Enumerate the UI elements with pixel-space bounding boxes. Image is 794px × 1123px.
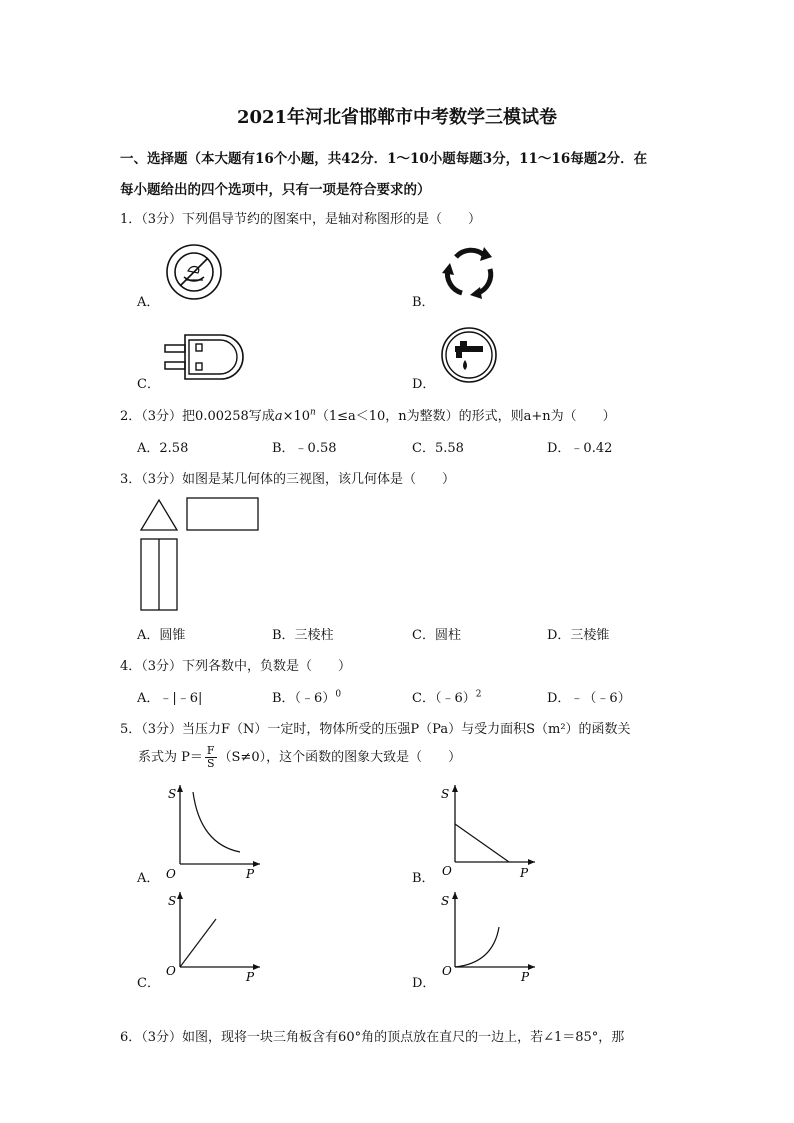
q2-option-b: B．﹣0.58: [272, 441, 337, 456]
q4-option-c-exp: 2: [475, 689, 482, 700]
q4-option-c-base: C．（﹣6）: [412, 691, 476, 706]
graph-b-decreasing-line: [437, 782, 547, 882]
q1-option-d: D．: [412, 377, 436, 392]
graph-b-x-label: P: [520, 866, 529, 880]
graph-b-origin: O: [442, 864, 452, 878]
q4-option-c: [412, 687, 481, 706]
three-views-figure: [138, 495, 263, 613]
top-view-triangle: [141, 500, 177, 530]
graph-d-origin: O: [442, 964, 452, 978]
q2-stem-mid: ×10: [282, 409, 311, 424]
q1-option-c: C．: [137, 377, 160, 392]
graph-a-origin: O: [166, 867, 176, 881]
q4-option-d: D．﹣（﹣6）: [547, 691, 631, 706]
q5-fraction: [205, 745, 217, 770]
q5-frac-num: F: [206, 744, 215, 757]
recycle-arrows-icon: [440, 243, 498, 301]
q1-option-b: B．: [412, 295, 435, 310]
q2-option-d: D．﹣0.42: [547, 441, 613, 456]
q2-option-c: C．5.58: [412, 441, 464, 456]
side-view-rectangle: [187, 498, 258, 530]
graph-d-x-label: P: [521, 970, 530, 984]
q2-stem-n: n: [310, 407, 316, 418]
graph-a-y-label: S: [168, 787, 177, 801]
power-plug-icon: [163, 333, 245, 383]
q3-option-d: D．三棱锥: [547, 628, 610, 643]
q1-option-a: A．: [137, 295, 160, 310]
graph-c-y-label: S: [168, 894, 177, 908]
q5-stem-line2-post: （S≠0），这个函数的图象大致是（ ）: [218, 750, 462, 765]
q5-option-a: A．: [137, 871, 160, 886]
section-heading-line2: 每小题给出的四个选项中，只有一项是符合要求的）: [120, 182, 431, 198]
q5-option-d: D．: [412, 976, 436, 991]
graph-d-y-label: S: [441, 894, 450, 908]
q4-stem: 4．（3分）下列各数中，负数是（ ）: [120, 659, 352, 674]
q5-frac-den: S: [206, 757, 215, 770]
q2-stem-a: a: [274, 409, 283, 424]
page-title: 2021年河北省邯郸市中考数学三模试卷: [236, 107, 558, 128]
q4-option-b: [272, 687, 341, 706]
graph-a-x-label: P: [246, 867, 255, 881]
graph-c-origin: O: [166, 964, 176, 978]
q3-option-b: B．三棱柱: [272, 628, 334, 643]
graph-a-hyperbola: [160, 782, 270, 882]
graph-b-y-label: S: [441, 787, 450, 801]
graph-d-rising-curve: [437, 889, 547, 989]
q3-stem: 3．（3分）如图是某几何体的三视图，该几何体是（ ）: [120, 472, 456, 487]
q1-stem: 1．（3分）下列倡导节约的图案中，是轴对称图形的是（ ）: [120, 212, 482, 227]
water-faucet-icon: [440, 326, 498, 384]
q5-option-c: C．: [137, 976, 160, 991]
q3-option-c: C．圆柱: [412, 628, 461, 643]
graph-c-x-label: P: [246, 970, 255, 984]
section-heading-line1: 一、选择题（本大题有16个小题，共42分．1～10小题每题3分，11～16每题2分．在: [120, 151, 648, 167]
graph-c-increasing-line: [160, 889, 270, 989]
no-food-waste-icon: [165, 243, 223, 301]
q4-option-b-base: B．（﹣6）: [272, 691, 336, 706]
q2-stem-pre: 2．（3分）把0.00258写成: [120, 409, 275, 424]
q5-stem-line2-pre: 系式为 P＝: [138, 750, 203, 765]
q4-option-a: A．﹣|﹣6|: [137, 691, 203, 706]
q4-option-b-exp: 0: [335, 689, 342, 700]
q2-option-a: A．2.58: [137, 441, 189, 456]
q5-stem-line2: [138, 745, 461, 770]
q3-option-a: A．圆锥: [137, 628, 186, 643]
q2-stem: [120, 405, 616, 424]
q5-stem-line1: 5．（3分）当压力F（N）一定时，物体所受的压强P（Pa）与受力面积S（m²）的函数关: [120, 722, 631, 737]
q2-stem-cond: （1≤a＜10，n为整数）的形式，则a+n为（ ）: [315, 409, 616, 424]
q6-stem: 6．（3分）如图，现将一块三角板含有60°角的顶点放在直尺的一边上，若∠1＝85°，那: [120, 1030, 625, 1045]
q5-option-b: B．: [412, 871, 435, 886]
